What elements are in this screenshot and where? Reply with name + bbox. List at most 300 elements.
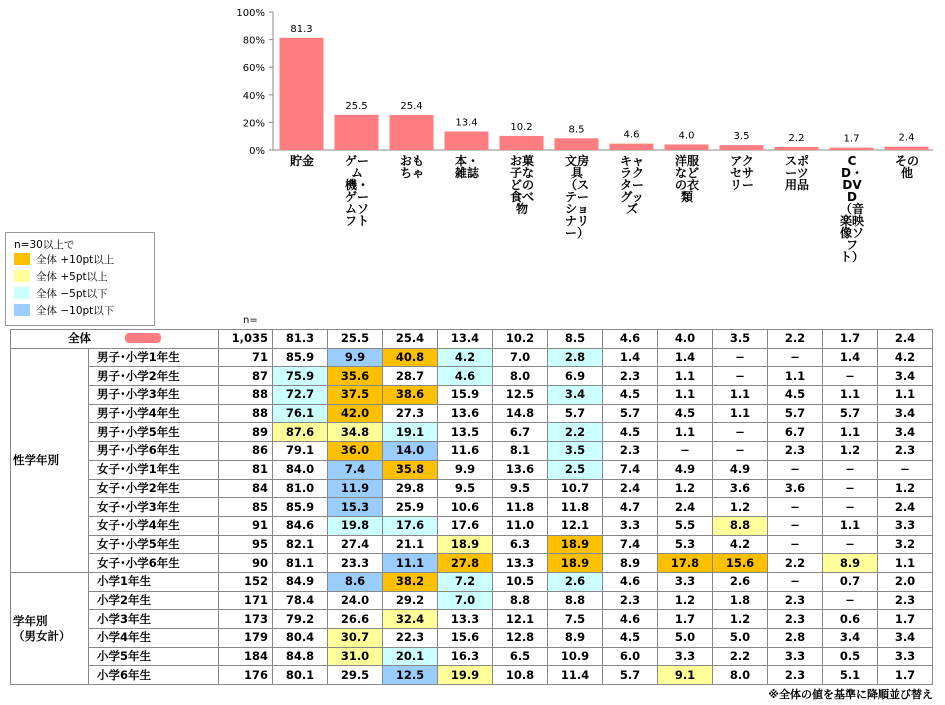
table-row bbox=[11, 516, 933, 535]
value-cell: 6.5 bbox=[493, 647, 548, 666]
y-tick-label: 100% bbox=[236, 8, 265, 19]
value-cell: 30.7 bbox=[328, 629, 383, 648]
table-row bbox=[11, 610, 933, 629]
legend-title: n=30以上で bbox=[14, 239, 75, 251]
value-cell: 1.7 bbox=[878, 610, 933, 629]
value-cell: − bbox=[768, 348, 823, 367]
n-cell: 184 bbox=[219, 647, 273, 666]
value-cell: 4.5 bbox=[658, 404, 713, 423]
value-cell: 4.9 bbox=[713, 460, 768, 479]
bar bbox=[775, 147, 819, 150]
legend-item-plus10: 全体 +10pt以上 bbox=[14, 253, 114, 267]
n-cell: 84 bbox=[219, 479, 273, 498]
value-cell: 1.1 bbox=[823, 516, 878, 535]
category-label: キャラクターグッズ bbox=[619, 154, 644, 216]
value-cell: 29.2 bbox=[383, 591, 438, 610]
value-cell: 7.4 bbox=[603, 460, 658, 479]
bar bbox=[885, 147, 929, 150]
value-cell: 2.2 bbox=[768, 330, 823, 349]
n-cell: 88 bbox=[219, 404, 273, 423]
value-cell: 79.1 bbox=[273, 442, 328, 461]
value-cell: 24.0 bbox=[328, 591, 383, 610]
row-label: 小学4年生 bbox=[89, 629, 219, 648]
value-cell: 4.5 bbox=[603, 423, 658, 442]
value-cell: 1.1 bbox=[878, 386, 933, 405]
legend-item-minus10: 全体 −10pt以下 bbox=[14, 304, 114, 318]
row-label: 小学3年生 bbox=[89, 610, 219, 629]
table-row bbox=[11, 498, 933, 517]
value-cell: 29.5 bbox=[328, 666, 383, 685]
value-cell: 3.5 bbox=[713, 330, 768, 349]
value-cell: 13.3 bbox=[493, 554, 548, 573]
value-cell: 0.6 bbox=[823, 610, 878, 629]
value-cell: 80.4 bbox=[273, 629, 328, 648]
bar bbox=[390, 115, 434, 150]
value-cell: 13.5 bbox=[438, 423, 493, 442]
value-cell: 8.8 bbox=[548, 591, 603, 610]
value-cell: 1.1 bbox=[658, 386, 713, 405]
value-cell: − bbox=[713, 348, 768, 367]
category-label: おもちゃ bbox=[399, 154, 424, 180]
value-cell: 8.6 bbox=[328, 572, 383, 591]
value-cell: 28.7 bbox=[383, 367, 438, 386]
value-cell: 18.9 bbox=[548, 535, 603, 554]
value-cell: 1.1 bbox=[713, 386, 768, 405]
value-cell: 1.4 bbox=[823, 348, 878, 367]
value-cell: 1.7 bbox=[823, 330, 878, 349]
value-cell: 22.3 bbox=[383, 629, 438, 648]
value-cell: 10.2 bbox=[493, 330, 548, 349]
bar-value-label: 10.2 bbox=[510, 121, 533, 133]
value-cell: 1.8 bbox=[713, 591, 768, 610]
value-cell: 20.1 bbox=[383, 647, 438, 666]
row-label: 女子･小学6年生 bbox=[89, 554, 219, 573]
value-cell: 19.1 bbox=[383, 423, 438, 442]
bar-value-label: 3.5 bbox=[733, 131, 750, 143]
bar bbox=[555, 138, 599, 150]
n-cell: 176 bbox=[219, 666, 273, 685]
value-cell: − bbox=[768, 572, 823, 591]
table-row bbox=[11, 666, 933, 685]
value-cell: 40.8 bbox=[383, 348, 438, 367]
value-cell: 2.3 bbox=[878, 442, 933, 461]
value-cell: 8.0 bbox=[713, 666, 768, 685]
legend-swatch bbox=[14, 304, 30, 316]
value-cell: 1.2 bbox=[658, 591, 713, 610]
row-label: 女子･小学2年生 bbox=[89, 479, 219, 498]
value-cell: 4.6 bbox=[603, 610, 658, 629]
value-cell: 18.9 bbox=[548, 554, 603, 573]
value-cell: − bbox=[823, 479, 878, 498]
row-label: 女子･小学5年生 bbox=[89, 535, 219, 554]
value-cell: 14.0 bbox=[383, 442, 438, 461]
value-cell: 78.4 bbox=[273, 591, 328, 610]
value-cell: 5.7 bbox=[768, 404, 823, 423]
table-row bbox=[11, 479, 933, 498]
value-cell: 29.8 bbox=[383, 479, 438, 498]
value-cell: 26.6 bbox=[328, 610, 383, 629]
value-cell: 8.9 bbox=[603, 554, 658, 573]
group-label: 学年別 （男女計） bbox=[11, 572, 89, 684]
value-cell: 10.5 bbox=[493, 572, 548, 591]
value-cell: 38.6 bbox=[383, 386, 438, 405]
value-cell: 7.5 bbox=[548, 610, 603, 629]
bar-value-label: 25.5 bbox=[345, 100, 368, 112]
value-cell: 32.4 bbox=[383, 610, 438, 629]
bar bbox=[665, 144, 709, 150]
table-row bbox=[11, 591, 933, 610]
value-cell: 3.2 bbox=[878, 535, 933, 554]
value-cell: 7.4 bbox=[603, 535, 658, 554]
table-row bbox=[11, 572, 933, 591]
value-cell: 35.6 bbox=[328, 367, 383, 386]
value-cell: − bbox=[823, 498, 878, 517]
value-cell: − bbox=[768, 535, 823, 554]
n-header: n= bbox=[243, 315, 258, 326]
value-cell: 21.1 bbox=[383, 535, 438, 554]
value-cell: 2.3 bbox=[878, 591, 933, 610]
value-cell: 12.1 bbox=[493, 610, 548, 629]
value-cell: 5.7 bbox=[548, 404, 603, 423]
value-cell: 3.4 bbox=[878, 367, 933, 386]
value-cell: 84.6 bbox=[273, 516, 328, 535]
value-cell: − bbox=[768, 516, 823, 535]
value-cell: 23.3 bbox=[328, 554, 383, 573]
value-cell: 2.4 bbox=[878, 498, 933, 517]
category-label: 洋服などの衣類 bbox=[674, 154, 699, 204]
table-row-total bbox=[11, 330, 933, 349]
table-row bbox=[11, 629, 933, 648]
value-cell: 2.2 bbox=[713, 647, 768, 666]
value-cell: 81.0 bbox=[273, 479, 328, 498]
value-cell: − bbox=[713, 442, 768, 461]
y-tick-label: 80% bbox=[242, 35, 265, 47]
value-cell: 3.4 bbox=[878, 629, 933, 648]
value-cell: 4.5 bbox=[603, 386, 658, 405]
value-cell: 38.2 bbox=[383, 572, 438, 591]
value-cell: 12.1 bbox=[548, 516, 603, 535]
y-tick-label: 40% bbox=[242, 90, 265, 102]
bar bbox=[445, 132, 489, 150]
value-cell: 2.3 bbox=[768, 666, 823, 685]
bar bbox=[830, 148, 874, 150]
value-cell: 1.2 bbox=[823, 442, 878, 461]
bar-value-label: 1.7 bbox=[843, 133, 860, 145]
value-cell: 1.2 bbox=[713, 498, 768, 517]
value-cell: 5.7 bbox=[603, 404, 658, 423]
category-label: アクセサリー bbox=[729, 154, 754, 192]
value-cell: 15.6 bbox=[713, 554, 768, 573]
value-cell: 84.0 bbox=[273, 460, 328, 479]
value-cell: 1.1 bbox=[823, 386, 878, 405]
value-cell: 13.4 bbox=[438, 330, 493, 349]
row-label: 男子･小学3年生 bbox=[89, 386, 219, 405]
value-cell: 2.4 bbox=[658, 498, 713, 517]
value-cell: 81.3 bbox=[273, 330, 328, 349]
legend-swatch bbox=[14, 270, 30, 282]
value-cell: 1.4 bbox=[603, 348, 658, 367]
y-tick-label: 20% bbox=[242, 118, 265, 130]
value-cell: 4.6 bbox=[603, 572, 658, 591]
value-cell: 15.6 bbox=[438, 629, 493, 648]
bar-value-label: 8.5 bbox=[568, 124, 585, 136]
value-cell: 35.8 bbox=[383, 460, 438, 479]
legend-swatch bbox=[14, 253, 30, 265]
n-cell: 88 bbox=[219, 386, 273, 405]
value-cell: 17.6 bbox=[438, 516, 493, 535]
value-cell: 82.1 bbox=[273, 535, 328, 554]
legend-item-plus5: 全体 +5pt以上 bbox=[14, 270, 108, 284]
value-cell: 11.8 bbox=[493, 498, 548, 517]
value-cell: 6.3 bbox=[493, 535, 548, 554]
value-cell: 3.3 bbox=[658, 647, 713, 666]
n-cell: 89 bbox=[219, 423, 273, 442]
row-label: 女子･小学4年生 bbox=[89, 516, 219, 535]
value-cell: 4.5 bbox=[768, 386, 823, 405]
value-cell: 4.0 bbox=[658, 330, 713, 349]
n-cell: 152 bbox=[219, 572, 273, 591]
value-cell: − bbox=[713, 367, 768, 386]
value-cell: 13.6 bbox=[493, 460, 548, 479]
value-cell: 4.6 bbox=[438, 367, 493, 386]
value-cell: − bbox=[713, 423, 768, 442]
value-cell: 4.9 bbox=[658, 460, 713, 479]
data-table bbox=[10, 329, 933, 685]
group-label: 性学年別 bbox=[11, 348, 89, 572]
value-cell: 10.7 bbox=[548, 479, 603, 498]
category-label: お菓子などの食べ物 bbox=[509, 154, 534, 216]
footnote: ※全体の値を基準に降順並び替え bbox=[768, 688, 933, 701]
n-cell: 90 bbox=[219, 554, 273, 573]
value-cell: 0.5 bbox=[823, 647, 878, 666]
value-cell: 27.8 bbox=[438, 554, 493, 573]
value-cell: 3.5 bbox=[548, 442, 603, 461]
value-cell: 8.0 bbox=[493, 367, 548, 386]
category-label: ゲーム機・ゲームソフト bbox=[344, 154, 369, 228]
value-cell: 8.5 bbox=[548, 330, 603, 349]
value-cell: − bbox=[658, 442, 713, 461]
value-cell: 2.6 bbox=[713, 572, 768, 591]
n-cell: 179 bbox=[219, 629, 273, 648]
value-cell: 3.6 bbox=[713, 479, 768, 498]
value-cell: 9.5 bbox=[493, 479, 548, 498]
n-cell: 81 bbox=[219, 460, 273, 479]
value-cell: 13.6 bbox=[438, 404, 493, 423]
value-cell: 0.7 bbox=[823, 572, 878, 591]
value-cell: 85.9 bbox=[273, 348, 328, 367]
value-cell: 79.2 bbox=[273, 610, 328, 629]
value-cell: 1.1 bbox=[713, 404, 768, 423]
value-cell: 17.8 bbox=[658, 554, 713, 573]
value-cell: 25.9 bbox=[383, 498, 438, 517]
value-cell: 3.3 bbox=[768, 647, 823, 666]
value-cell: 4.2 bbox=[713, 535, 768, 554]
value-cell: 2.2 bbox=[768, 554, 823, 573]
table-row bbox=[11, 554, 933, 573]
n-cell: 95 bbox=[219, 535, 273, 554]
category-label: CD・DVD（音楽映像ソフト） bbox=[839, 154, 864, 264]
value-cell: 11.8 bbox=[548, 498, 603, 517]
value-cell: 5.0 bbox=[713, 629, 768, 648]
table-row bbox=[11, 460, 933, 479]
value-cell: − bbox=[878, 460, 933, 479]
value-cell: 2.3 bbox=[768, 442, 823, 461]
value-cell: 10.6 bbox=[438, 498, 493, 517]
value-cell: 13.3 bbox=[438, 610, 493, 629]
value-cell: 1.4 bbox=[658, 348, 713, 367]
n-cell: 85 bbox=[219, 498, 273, 517]
value-cell: 31.0 bbox=[328, 647, 383, 666]
value-cell: 8.1 bbox=[493, 442, 548, 461]
value-cell: 1.2 bbox=[878, 479, 933, 498]
value-cell: 8.9 bbox=[548, 629, 603, 648]
bar-value-label: 81.3 bbox=[290, 23, 313, 35]
category-label: 文房具（ステーショナリー） bbox=[564, 154, 589, 240]
row-label: 女子･小学3年生 bbox=[89, 498, 219, 517]
value-cell: 5.7 bbox=[603, 666, 658, 685]
value-cell: 36.0 bbox=[328, 442, 383, 461]
value-cell: 85.9 bbox=[273, 498, 328, 517]
value-cell: 5.3 bbox=[658, 535, 713, 554]
value-cell: 1.1 bbox=[878, 554, 933, 573]
value-cell: 2.3 bbox=[768, 591, 823, 610]
value-cell: 2.4 bbox=[878, 330, 933, 349]
value-cell: 8.9 bbox=[823, 554, 878, 573]
value-cell: 4.5 bbox=[603, 629, 658, 648]
value-cell: 81.1 bbox=[273, 554, 328, 573]
bar-value-label: 2.2 bbox=[788, 132, 805, 144]
value-cell: 3.3 bbox=[658, 572, 713, 591]
value-cell: 9.1 bbox=[658, 666, 713, 685]
value-cell: 1.7 bbox=[878, 666, 933, 685]
value-cell: 5.1 bbox=[823, 666, 878, 685]
value-cell: 15.9 bbox=[438, 386, 493, 405]
value-cell: 10.8 bbox=[493, 666, 548, 685]
value-cell: 4.6 bbox=[603, 330, 658, 349]
y-tick-label: 0% bbox=[249, 146, 265, 157]
value-cell: 87.6 bbox=[273, 423, 328, 442]
value-cell: 25.4 bbox=[383, 330, 438, 349]
bar bbox=[335, 115, 379, 150]
category-label: 本・雑誌 bbox=[454, 154, 479, 180]
value-cell: 5.5 bbox=[658, 516, 713, 535]
value-cell: 1.1 bbox=[768, 367, 823, 386]
value-cell: 3.3 bbox=[603, 516, 658, 535]
legend-swatch bbox=[14, 287, 30, 299]
n-cell: 86 bbox=[219, 442, 273, 461]
value-cell: 1.1 bbox=[658, 423, 713, 442]
value-cell: 16.3 bbox=[438, 647, 493, 666]
value-cell: 3.3 bbox=[878, 647, 933, 666]
value-cell: 34.8 bbox=[328, 423, 383, 442]
bar bbox=[720, 145, 764, 150]
table-row bbox=[11, 535, 933, 554]
bar-value-label: 13.4 bbox=[455, 117, 478, 129]
bar-value-label: 4.0 bbox=[678, 130, 695, 142]
value-cell: 3.4 bbox=[878, 423, 933, 442]
value-cell: − bbox=[768, 460, 823, 479]
value-cell: 18.9 bbox=[438, 535, 493, 554]
value-cell: − bbox=[823, 367, 878, 386]
value-cell: 8.8 bbox=[713, 516, 768, 535]
value-cell: 42.0 bbox=[328, 404, 383, 423]
table-row bbox=[11, 386, 933, 405]
value-cell: 12.5 bbox=[493, 386, 548, 405]
value-cell: 37.5 bbox=[328, 386, 383, 405]
table-row bbox=[11, 367, 933, 386]
value-cell: 1.2 bbox=[658, 479, 713, 498]
category-label: 貯金 bbox=[289, 154, 314, 168]
value-cell: 7.0 bbox=[438, 591, 493, 610]
table-row bbox=[11, 442, 933, 461]
value-cell: 6.7 bbox=[493, 423, 548, 442]
value-cell: 80.1 bbox=[273, 666, 328, 685]
value-cell: 3.4 bbox=[548, 386, 603, 405]
value-cell: 4.2 bbox=[438, 348, 493, 367]
category-label: スポーツ用品 bbox=[784, 154, 809, 192]
table-row bbox=[11, 647, 933, 666]
value-cell: 2.3 bbox=[603, 442, 658, 461]
row-label: 小学6年生 bbox=[89, 666, 219, 685]
y-tick-label: 60% bbox=[242, 63, 265, 75]
value-cell: − bbox=[823, 591, 878, 610]
value-cell: 2.8 bbox=[548, 348, 603, 367]
n-cell: 71 bbox=[219, 348, 273, 367]
value-cell: 2.3 bbox=[768, 610, 823, 629]
value-cell: 3.6 bbox=[768, 479, 823, 498]
legend bbox=[5, 232, 155, 326]
value-cell: 12.8 bbox=[493, 629, 548, 648]
row-label: 男子･小学5年生 bbox=[89, 423, 219, 442]
value-cell: 27.3 bbox=[383, 404, 438, 423]
value-cell: 2.6 bbox=[548, 572, 603, 591]
n-cell: 1,035 bbox=[219, 330, 273, 349]
value-cell: 6.0 bbox=[603, 647, 658, 666]
value-cell: 2.0 bbox=[878, 572, 933, 591]
value-cell: 6.9 bbox=[548, 367, 603, 386]
total-label: 全体 bbox=[68, 331, 91, 346]
value-cell: 10.9 bbox=[548, 647, 603, 666]
value-cell: 3.4 bbox=[823, 629, 878, 648]
value-cell: 2.5 bbox=[548, 460, 603, 479]
value-cell: 11.9 bbox=[328, 479, 383, 498]
row-label: 小学2年生 bbox=[89, 591, 219, 610]
value-cell: 27.4 bbox=[328, 535, 383, 554]
value-cell: 84.9 bbox=[273, 572, 328, 591]
value-cell: 14.8 bbox=[493, 404, 548, 423]
row-label: 小学1年生 bbox=[89, 572, 219, 591]
value-cell: 19.8 bbox=[328, 516, 383, 535]
value-cell: 76.1 bbox=[273, 404, 328, 423]
bar-value-label: 4.6 bbox=[623, 129, 640, 141]
value-cell: 5.7 bbox=[823, 404, 878, 423]
bar bbox=[610, 144, 654, 150]
value-cell: 11.0 bbox=[493, 516, 548, 535]
value-cell: 7.4 bbox=[328, 460, 383, 479]
table-row bbox=[11, 423, 933, 442]
total-color-key bbox=[125, 333, 161, 343]
value-cell: 1.2 bbox=[713, 610, 768, 629]
value-cell: 72.7 bbox=[273, 386, 328, 405]
value-cell: 2.2 bbox=[548, 423, 603, 442]
n-cell: 173 bbox=[219, 610, 273, 629]
value-cell: 1.7 bbox=[658, 610, 713, 629]
value-cell: 11.4 bbox=[548, 666, 603, 685]
value-cell: 9.9 bbox=[438, 460, 493, 479]
category-label: その他 bbox=[894, 154, 919, 180]
value-cell: 2.3 bbox=[603, 591, 658, 610]
value-cell: 12.5 bbox=[383, 666, 438, 685]
